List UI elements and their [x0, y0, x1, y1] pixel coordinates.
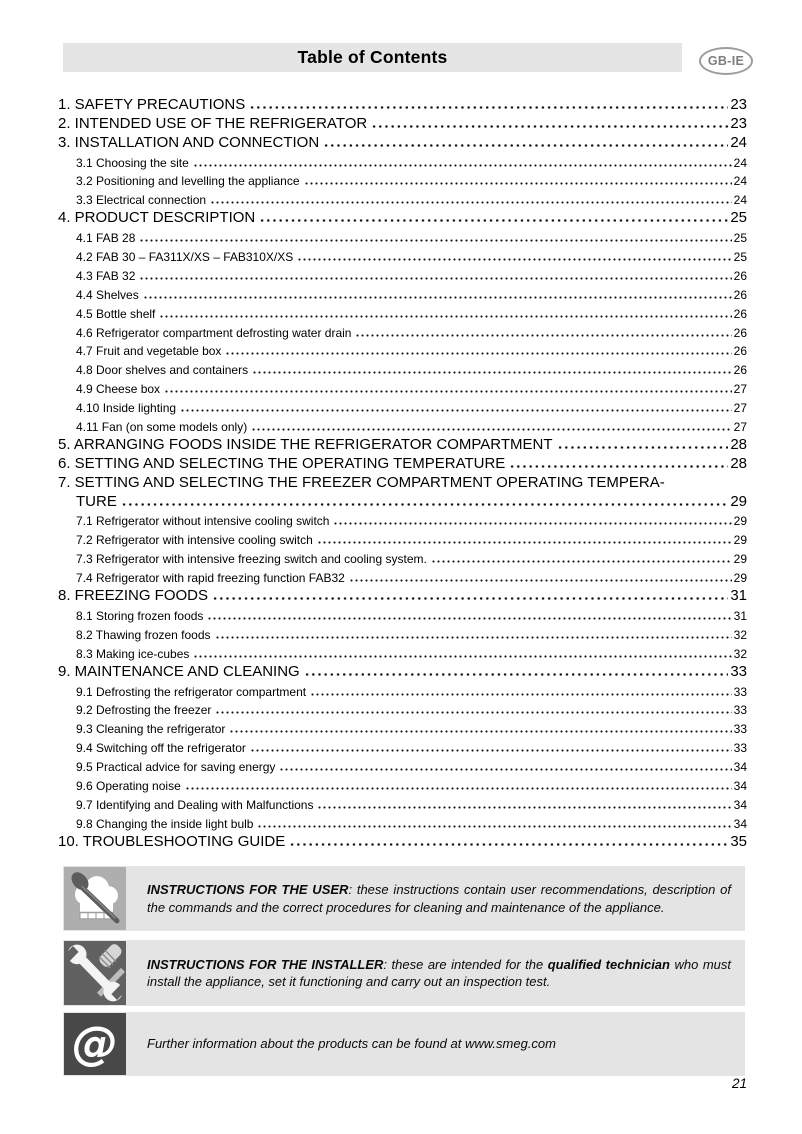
- toc-dot-leader: [215, 711, 731, 714]
- toc-dot-leader: [317, 806, 731, 809]
- toc-entry-label: 4.10 Inside lighting: [76, 401, 177, 416]
- toc-dot-leader: [317, 541, 732, 544]
- svg-text:@: @: [72, 1016, 118, 1070]
- toc-entry[interactable]: [58, 244, 747, 263]
- toc-entry[interactable]: [58, 169, 747, 188]
- toc-dot-leader: [207, 617, 731, 620]
- toc-entry-page: 33: [730, 662, 747, 680]
- language-badge-label: GB-IE: [707, 54, 745, 68]
- toc-entry[interactable]: [58, 830, 747, 849]
- toc-entry-page: 23: [730, 95, 747, 113]
- toc-entry[interactable]: [58, 735, 747, 754]
- toc-entry[interactable]: [58, 131, 747, 150]
- toc-entry-label: 8. FREEZING FOODS: [58, 587, 209, 605]
- chef-hat-icon: [64, 867, 126, 930]
- toc-entry[interactable]: [58, 93, 747, 112]
- toc-entry-label: 4.11 Fan (on some models only): [76, 420, 248, 435]
- toc-dot-leader: [185, 787, 732, 790]
- toc-entry-label: 3.3 Electrical connection: [76, 193, 207, 208]
- toc-entry[interactable]: [58, 773, 747, 792]
- toc-entry[interactable]: [58, 206, 747, 225]
- toc-entry-page: 29: [733, 533, 747, 548]
- toc-entry-page: 23: [730, 114, 747, 132]
- toc-entry[interactable]: [58, 150, 747, 169]
- toc-entry-label: 3.2 Positioning and levelling the appliance: [76, 174, 300, 189]
- toc-dot-leader: [251, 428, 731, 431]
- toc-entry-page: 27: [733, 401, 747, 416]
- toc-entry[interactable]: [58, 320, 747, 339]
- toc-entry-page: 26: [733, 306, 747, 321]
- toc-entry[interactable]: [58, 376, 747, 395]
- instructions-installer-lead: INSTRUCTIONS FOR THE INSTALLER: [147, 956, 384, 972]
- toc-dot-leader: [210, 201, 732, 204]
- toc-entry-page: 24: [733, 174, 747, 189]
- toc-entry-label: 8.1 Storing frozen foods: [76, 608, 204, 623]
- toc-entry[interactable]: [58, 584, 747, 603]
- toc-dot-leader: [252, 371, 732, 374]
- toc-entry-page: 29: [730, 492, 747, 510]
- toc-dot-leader: [557, 446, 729, 449]
- toc-entry-page: 33: [733, 722, 747, 737]
- toc-entry-label: 4. PRODUCT DESCRIPTION: [58, 209, 256, 227]
- toc-dot-leader: [249, 106, 728, 109]
- toc-entry[interactable]: [58, 112, 747, 131]
- toc-entry-label: 9.8 Changing the inside light bulb: [76, 816, 254, 831]
- toc-dot-leader: [121, 503, 728, 506]
- toc-entry-page: 28: [730, 454, 747, 472]
- toc-entry[interactable]: [58, 660, 747, 679]
- toc-entry-page: 24: [733, 155, 747, 170]
- toc-entry-page: 29: [733, 552, 747, 567]
- toc-entry[interactable]: [58, 622, 747, 641]
- toc-entry-page: 25: [733, 250, 747, 265]
- toc-dot-leader: [279, 768, 731, 771]
- toc-entry[interactable]: [58, 509, 747, 528]
- instructions-installer-box: [63, 940, 745, 1006]
- toc-dot-leader: [304, 182, 732, 185]
- toc-entry-page: 26: [733, 287, 747, 302]
- toc-entry-label: 4.9 Cheese box: [76, 382, 161, 397]
- toc-entry-page: 33: [733, 703, 747, 718]
- toc-entry-label: 4.1 FAB 28: [76, 231, 136, 246]
- toc-entry[interactable]: [58, 433, 747, 452]
- toc-entry-page: 24: [733, 193, 747, 208]
- toc-entry-label: 3. INSTALLATION AND CONNECTION: [58, 133, 320, 151]
- website-info-text: [147, 1035, 731, 1053]
- toc-entry-label: 4.3 FAB 32: [76, 268, 136, 283]
- toc-dot-leader: [349, 579, 732, 582]
- toc-entry[interactable]: [58, 339, 747, 358]
- toc-entry[interactable]: [58, 792, 747, 811]
- toc-entry-label: 7.3 Refrigerator with intensive freezing switch and cooling system.: [76, 552, 427, 567]
- toc-entry-page: 34: [733, 816, 747, 831]
- toc-entry-page: 31: [730, 587, 747, 605]
- toc-dot-leader: [164, 390, 732, 393]
- toc-entry-label: TURE: [76, 492, 117, 510]
- toc-dot-leader: [431, 560, 732, 563]
- toc-entry-page: 28: [730, 435, 747, 453]
- toc-entry[interactable]: [58, 471, 747, 490]
- qualified-technician-emphasis: qualified technician: [547, 956, 670, 972]
- toc-entry-page: 26: [733, 268, 747, 283]
- toc-entry[interactable]: [58, 490, 747, 509]
- toc-dot-leader: [225, 352, 731, 355]
- toc-entry[interactable]: [58, 225, 747, 244]
- toc-entry-label: 9.5 Practical advice for saving energy: [76, 760, 276, 775]
- instructions-user-text: [147, 881, 731, 916]
- toc-entry-label: 7.4 Refrigerator with rapid freezing function FAB32: [76, 571, 345, 586]
- toc-dot-leader: [193, 655, 731, 658]
- toc-entry-page: 26: [733, 344, 747, 359]
- toc-entry-label: 1. SAFETY PRECAUTIONS: [58, 95, 246, 113]
- toc-dot-leader: [229, 730, 731, 733]
- toc-list: [58, 93, 747, 849]
- toc-entry[interactable]: [58, 754, 747, 773]
- toc-dot-leader: [180, 409, 732, 412]
- toc-entry-label: 9. MAINTENANCE AND CLEANING: [58, 662, 300, 680]
- toc-dot-leader: [333, 522, 731, 525]
- toc-entry[interactable]: [58, 698, 747, 717]
- toc-entry-page: 34: [733, 760, 747, 775]
- toc-entry-label: 9.1 Defrosting the refrigerator compartment: [76, 684, 307, 699]
- toc-dot-leader: [193, 164, 732, 167]
- toc-entry-page: 29: [733, 514, 747, 529]
- toc-entry[interactable]: [58, 603, 747, 622]
- website-info-box: [63, 1012, 745, 1076]
- instructions-user-box: [63, 866, 745, 931]
- toc-dot-leader: [250, 749, 732, 752]
- toc-entry-label: 10. TROUBLESHOOTING GUIDE: [58, 832, 286, 850]
- toc-dot-leader: [259, 219, 728, 222]
- toc-entry-page: 25: [733, 231, 747, 246]
- instructions-user-body: : these instructions contain user recommendations, description of the commands and the correct procedures for cleaning and maintenance of the appliance.: [147, 882, 731, 915]
- toc-entry-page: 32: [733, 646, 747, 661]
- toc-entry-page: 27: [733, 420, 747, 435]
- toc-entry-label: 9.3 Cleaning the refrigerator: [76, 722, 226, 737]
- toc-entry[interactable]: [58, 546, 747, 565]
- instructions-installer-text: INSTRUCTIONS FOR THE INSTALLER: these are intended for the qualified technician who must install the appliance, set it functioning and carry out an inspection test.: [147, 956, 731, 989]
- toc-dot-leader: [139, 239, 731, 242]
- toc-entry-page: 35: [730, 832, 747, 850]
- toc-entry-label: 9.4 Switching off the refrigerator: [76, 741, 246, 756]
- toc-entry-page: 34: [733, 797, 747, 812]
- toc-dot-leader: [323, 144, 728, 147]
- toc-entry-page: 33: [733, 741, 747, 756]
- toc-entry[interactable]: [58, 395, 747, 414]
- page-number: 21: [731, 1076, 747, 1091]
- instructions-user-lead: INSTRUCTIONS FOR THE USER: [147, 882, 349, 897]
- toc-entry-label: 5. ARRANGING FOODS INSIDE THE REFRIGERATOR COMPARTMENT: [58, 435, 553, 453]
- toc-entry[interactable]: [58, 679, 747, 698]
- page-header: [63, 43, 682, 72]
- page-title: Table of Contents: [297, 47, 448, 67]
- toc-entry[interactable]: [58, 282, 747, 301]
- toc-dot-leader: [355, 334, 731, 337]
- toc-dot-leader: [139, 277, 731, 280]
- toc-dot-leader: [310, 693, 732, 696]
- toc-dot-leader: [257, 825, 731, 828]
- toc-entry-label: 7.2 Refrigerator with intensive cooling switch: [76, 533, 313, 548]
- toc-entry[interactable]: [58, 641, 747, 660]
- toc-entry-page: 27: [733, 382, 747, 397]
- toc-dot-leader: [304, 673, 729, 676]
- toc-dot-leader: [143, 296, 732, 299]
- toc-entry-label: 9.6 Operating noise: [76, 778, 181, 793]
- toc-entry-label: 4.4 Shelves: [76, 287, 139, 302]
- toc-entry[interactable]: [58, 565, 747, 584]
- toc-entry-label: 4.8 Door shelves and containers: [76, 363, 249, 378]
- toc-dot-leader: [215, 636, 732, 639]
- toc-entry-label: 4.6 Refrigerator compartment defrosting water drain: [76, 325, 352, 340]
- toc-dot-leader: [297, 258, 731, 261]
- toc-entry[interactable]: [58, 811, 747, 830]
- at-icon: [64, 1013, 126, 1075]
- toc-entry[interactable]: [58, 263, 747, 282]
- toc-entry-label: 3.1 Choosing the site: [76, 155, 189, 170]
- toc-entry-page: 26: [733, 363, 747, 378]
- toc-entry-page: 34: [733, 778, 747, 793]
- toc-entry-page: 33: [733, 684, 747, 699]
- toc-entry-label: 7.1 Refrigerator without intensive cooling switch: [76, 514, 330, 529]
- toc-entry[interactable]: [58, 414, 747, 433]
- toc-entry[interactable]: [58, 187, 747, 206]
- toc-entry-page: 29: [733, 571, 747, 586]
- toc-entry-page: 31: [733, 608, 747, 623]
- language-badge: [699, 47, 753, 75]
- toc-entry[interactable]: [58, 716, 747, 735]
- toc-entry-page: 25: [730, 209, 747, 227]
- toc-entry-label: 8.2 Thawing frozen foods: [76, 627, 211, 642]
- toc-entry[interactable]: [58, 452, 747, 471]
- toc-entry-label: 8.3 Making ice-cubes: [76, 646, 190, 661]
- toc-dot-leader: [509, 465, 728, 468]
- toc-entry[interactable]: [58, 357, 747, 376]
- toc-entry-label: 9.7 Identifying and Dealing with Malfunctions: [76, 797, 314, 812]
- toc-dot-leader: [212, 597, 728, 600]
- toc-dot-leader: [159, 315, 731, 318]
- website-info-body: Further information about the products can be found at www.smeg.com: [147, 1036, 556, 1052]
- toc-dot-leader: [289, 843, 728, 846]
- toc-entry-label: 4.2 FAB 30 – FA311X/XS – FAB310X/XS: [76, 250, 294, 265]
- toc-entry[interactable]: [58, 527, 747, 546]
- toc-entry-page: 26: [733, 325, 747, 340]
- toc-entry-label: 7. SETTING AND SELECTING THE FREEZER COMPARTMENT OPERATING TEMPERA-: [58, 473, 665, 491]
- toc-dot-leader: [371, 125, 728, 128]
- toc-entry[interactable]: [58, 301, 747, 320]
- toc-entry-label: 6. SETTING AND SELECTING THE OPERATING TEMPERATURE: [58, 454, 506, 472]
- toc-entry-page: 32: [733, 627, 747, 642]
- tools-icon: [64, 941, 126, 1005]
- toc-entry-page: 24: [730, 133, 747, 151]
- toc-entry-label: 4.5 Bottle shelf: [76, 306, 156, 321]
- toc-entry-label: 4.7 Fruit and vegetable box: [76, 344, 222, 359]
- instructions-installer-body: : these are intended for the: [383, 956, 548, 972]
- toc-entry-label: 2. INTENDED USE OF THE REFRIGERATOR: [58, 114, 368, 132]
- toc-entry-label: 9.2 Defrosting the freezer: [76, 703, 212, 718]
